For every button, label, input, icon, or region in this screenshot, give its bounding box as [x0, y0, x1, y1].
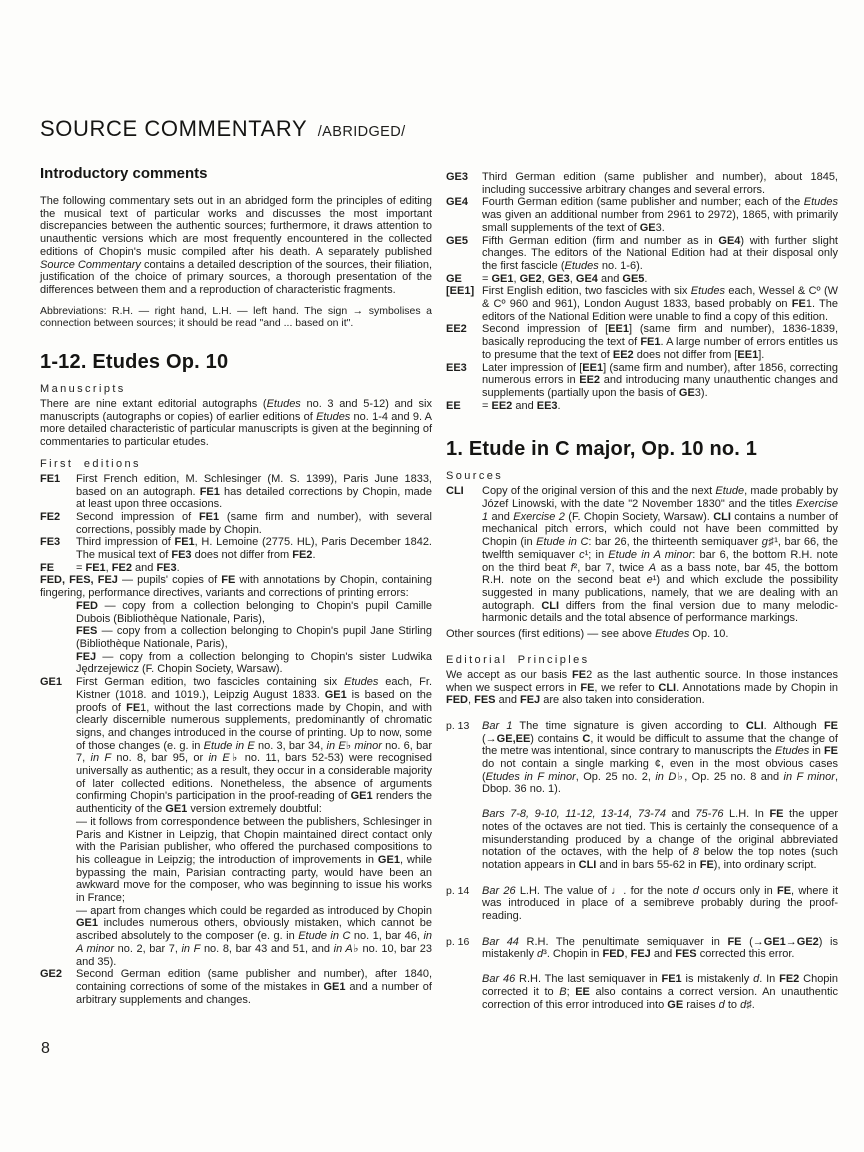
left-column [40, 165, 432, 1006]
intro-heading: Introductory comments [40, 165, 208, 182]
source-description: Second German edition (same publisher and number), after 1840, containing corrections of some of the mistakes in GE1 and a number of arbitrary supplements and changes. [76, 968, 432, 1006]
note-body [482, 720, 838, 872]
page-number: 8 [41, 1040, 50, 1057]
commentary-note-p16 [446, 936, 838, 1012]
note-page-ref: p. 14 [446, 884, 470, 897]
source-siglum: GE2 [40, 968, 63, 981]
note-body [482, 936, 838, 1012]
source-entry-fed-fes-fej [40, 574, 432, 599]
source-description: Second impression of [EE1] (same firm and number), 1836-1839, basically reproducing the text of FE1. A large number of errors entitles us to presume that the text of EE2 does not differ from [EE1]. [482, 323, 839, 361]
source-siglum: GE4 [446, 196, 469, 209]
note-page-ref: p. 13 [446, 719, 470, 732]
note-paragraph-bar44: Bar 44 R.H. The penultimate semiquaver in FE (→GE1→GE2) is mistakenly d³. Chopin in FED, FEJ and FES corrected this error. [482, 935, 838, 961]
note-paragraph-bars7-76: Bars 7-8, 9-10, 11-12, 13-14, 73-74 and 75-76 L.H. In FE the upper notes of the octaves are not tied. This is certainly the consequence of a misunderstanding produced by a change of the original abbreviated notation of the octaves, with the help of 8 below the top notes (such notation appears in CLI and in bars 55-62 in FE), into ordinary script. [482, 808, 838, 871]
source-description: First French edition, M. Schlesinger (M. S. 1399), Paris June 1833, based on an autograph. FE1 has detailed corrections by Chopin, made at least upon three occasions. [76, 472, 432, 511]
source-description: First English edition, two fascicles with six Etudes each, Wessel & Cº (W & Cº 960 and 961), London August 1833, based probably on FE1. The editors of the National Edition were unable to find a copy of this edition. [482, 285, 838, 323]
source-description: Fourth German edition (same publisher and number; each of the Etudes was given an additional number from 2961 to 2972), 1865, with primarily small supplements of the text of GE3. [482, 196, 838, 234]
source-siglum: FED, FES, FEJ [40, 574, 118, 587]
source-siglum: GE [446, 272, 462, 285]
first-editions-subheading: First editions [40, 457, 141, 470]
source-entry-ee2 [446, 323, 838, 361]
source-siglum: FE1 [40, 472, 61, 485]
doc-title-suffix: /ABRIDGED/ [317, 124, 406, 140]
source-siglum: GE1 [40, 676, 63, 689]
manuscripts-paragraph: There are nine extant editorial autographs (Etudes no. 3 and 5-12) and six manuscripts (autographs or copies) of earlier editions of Etudes no. 1-4 and 9. A more detailed characteristic of particular manuscripts is given at the beginning of commentaries to particular etudes. [40, 398, 432, 449]
note-paragraph-bar1: Bar 1 The time signature is given according to CLI. Although FE (→GE,EE) contains C, it would be difficult to assume that the change of the metre was intentional, since contrary to manuscripts the Etudes in FE do not contain a single marking ¢, even in the most obvious cases (Etudes in F minor, Op. 25 no. 2, in D♭, Op. 25 no. 8 and in F minor, Dbop. 36 no. 1). [482, 719, 838, 796]
page-title [40, 116, 406, 142]
source-entry-ge1 [40, 676, 432, 968]
source-entry-ge [446, 273, 838, 286]
note-paragraph-bar46: Bar 46 R.H. The last semiquaver in FE1 is mistakenly d. In FE2 Chopin corrected it to B; EE also contains a correct version. An unauthentic correction of this error introduced into GE raises d to d♯. [482, 973, 838, 1011]
source-description: Second impression of FE1 (same firm and number), with several corrections, possibly made by Chopin. [76, 510, 432, 536]
other-sources-line: Other sources (first editions) — see above Etudes Op. 10. [446, 628, 729, 641]
source-siglum: FE [40, 561, 55, 574]
source-siglum: FE3 [40, 536, 61, 549]
source-description: Copy of the original version of this and the next Etude, made probably by Józef Linowski, with the date "2 November 1830" and the titles Exercise 1 and Exercise 2 (F. Chopin Society, Warsaw). CLI contains a number of mechanical pitch errors, which could not have been committed by Chopin (in Etude in C: bar 26, the thirteenth semiquaver g♯¹, bar 66, the twelfth semiquaver c¹; in Etude in A minor: bar 6, the bottom R.H. note on the third beat f², bar 7, twice A as a bass note, bar 45, the bottom R.H. note on the second beat e¹) and which exclude the possibility suggested in many publications, namely, that we are dealing with an autograph. CLI differs from the final version due to many melodic-harmonic details and the total absence of performance markings. [482, 485, 839, 625]
source-subentry-fed: FED — copy from a collection belonging to Chopin's pupil Camille Dubois (Bibliothèque Nationale, Paris), [76, 599, 432, 625]
source-subentry-fes: FES — copy from a collection belonging to Chopin's pupil Jane Stirling (Bibliothèque Nationale, Paris), [76, 625, 432, 650]
source-entry-ee [446, 400, 838, 413]
etude1-heading: 1. Etude in C major, Op. 10 no. 1 [446, 438, 758, 461]
source-siglum: EE [446, 399, 461, 412]
commentary-note-p13 [446, 720, 838, 872]
source-description: = EE2 and EE3. [482, 399, 561, 412]
source-entry-fe [40, 562, 432, 575]
commentary-note-p14 [446, 885, 838, 923]
source-description: Later impression of [EE1] (same firm and number), after 1856, correcting numerous errors in EE2 and introducing many unauthentic changes and supplements (partially upon the basis of GE3). [482, 361, 839, 399]
source-siglum: EE3 [446, 361, 467, 374]
source-siglum: [EE1] [446, 285, 475, 298]
source-entry-ge5 [446, 235, 838, 273]
sources-subheading: Sources [446, 470, 504, 483]
source-subentry-fej: FEJ — copy from a collection belonging to Chopin's sister Ludwika Jędrzejewicz (F. Chopin Society, Warsaw). [76, 650, 432, 676]
intro-paragraph: The following commentary sets out in an abridged form the principles of editing the musical text of particular works and discusses the most important discrepancies between the authentic sources; furthermore, it draws attention to unauthentic versions which are most frequently encountered in the collected editions of Chopin's music compiled after his death. A separately published Source Commentary contains a detailed description of the sources, their filiation, justification of the choice of primary sources, a thorough presentation of the differences between them and a reproduction of characteristic fragments. [40, 195, 433, 296]
etudes-op10-heading: 1-12. Etudes Op. 10 [40, 351, 229, 374]
editorial-principles-paragraph: We accept as our basis FE2 as the last authentic source. In those instances when we suspect errors in FE, we refer to CLI. Annotations made by Chopin in FED, FES and FEJ are also taken into consideration. [446, 668, 839, 707]
source-description: Third impression of FE1, H. Lemoine (2775. HL), Paris December 1842. The musical text of FE3 does not differ from FE2. [76, 536, 432, 562]
manuscripts-subheading: Manuscripts [40, 383, 126, 396]
source-entry-fe2 [40, 511, 432, 536]
note-body [482, 885, 838, 923]
source-description: Third German edition (same publisher and number), about 1845, including successive arbitrary changes and several errors. [482, 171, 838, 196]
source-siglum: EE2 [446, 323, 467, 336]
source-description: — pupils' copies of FE with annotations by Chopin, containing fingering, performance directives, variants and corrections of printing errors: [40, 574, 432, 600]
source-description: = GE1, GE2, GE3, GE4 and GE5. [482, 272, 648, 285]
source-entry-cli [446, 485, 838, 625]
source-entry-fe1 [40, 473, 432, 511]
source-entry-ee1 [446, 285, 838, 323]
source-entry-ge2 [40, 968, 432, 1006]
doc-title-main: SOURCE COMMENTARY [40, 116, 308, 141]
source-entry-ee3 [446, 362, 838, 400]
abbreviations-note: Abbreviations: R.H. — right hand, L.H. — left hand. The sign → symbolises a connection between sources; it should be read "and ... based on it". [40, 304, 432, 329]
source-siglum: GE3 [446, 171, 469, 183]
source-siglum: CLI [446, 485, 464, 498]
source-entry-ge4 [446, 196, 838, 234]
source-description: = FE1, FE2 and FE3. [76, 561, 180, 574]
right-column [446, 165, 838, 1011]
source-description: Fifth German edition (firm and number as in GE4) with further slight changes. The editors of the National Edition had at their disposal only the first fascicle (Etudes no. 1-6). [482, 234, 838, 272]
editorial-principles-subheading: Editorial Principles [446, 653, 590, 666]
source-entry-fe3 [40, 536, 432, 561]
source-siglum: GE5 [446, 234, 469, 247]
source-description: First German edition, two fascicles containing six Etudes each, Fr. Kistner (1018. and 1019.), Leipzig August 1833. GE1 is based on the proofs of FE1, without the last corrections made by Chopin, and with clearly discernible numerous supplements, predominantly of chromatic signs, and changes introduced in the course of printing. Up to now, some of those changes (e. g. in Etude in E no. 3, bar 34, in E♭ minor no. 6, bar 7, in F no. 8, bar 95, or in E♭ no. 11, bars 52-53) were recognised universally as authentic; as a result, they occur in a considerable majority of later collected editions. Nonetheless, the absence of arguments confirming Chopin's participation in the proof-reading of GE1 renders the authenticity of the GE1 version extremely doubtful: — it follows from correspondence between the publishers, Schlesinger in Paris and Kistner in Leipzig, that Chopin maintained direct contact only with the Parisian publisher, who offered the purchased compositions to his colleague in Leipzig; the introduction of improvements in GE1, while bypassing the main, Parisian contracting party, would have been an awkward move for the composer, who was beginning to issue his works in France; — apart from changes which could be regarded as introduced by Chopin GE1 includes numerous others, obviously mistaken, which cannot be ascribed absolutely to the composer (e. g. in Etude in C no. 1, bar 46, in A minor no. 2, bar 7, in F no. 8, bar 43 and 51, and in A♭ no. 10, bar 23 and 35). [76, 676, 432, 968]
source-entry-ge3 [446, 171, 838, 196]
note-page-ref: p. 16 [446, 935, 470, 948]
source-siglum: FE2 [40, 510, 61, 523]
note-paragraph-bar26: Bar 26 L.H. The value of ♩. for the note d occurs only in FE, where it was introduced in place of a semibreve probably during the proof-reading. [482, 884, 838, 923]
